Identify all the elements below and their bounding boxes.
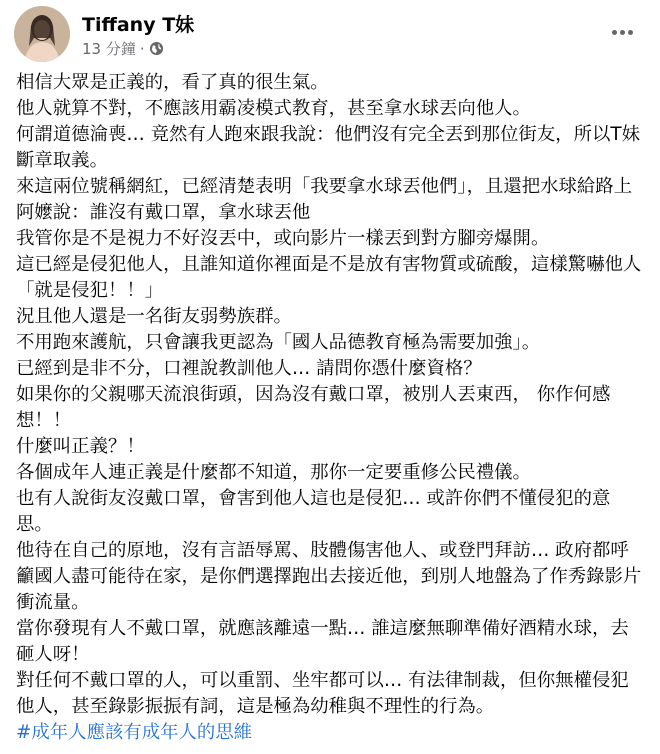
post-meta [82, 38, 164, 59]
more-dot [628, 30, 633, 35]
post-line: 相信大眾是正義的，看了真的很生氣。 [16, 72, 329, 93]
post-line: 他待在自己的原地，沒有言語辱罵、肢體傷害他人、或登門拜訪… 政府都呼籲國人盡可能待在家，是你們選擇跑出去接近他，到別人地盤為了作秀錄影片衝流量。 [16, 540, 642, 613]
post-line: 對任何不戴口罩的人，可以重罰、坐牢都可以… 有法律制裁，但你無權侵犯他人，甚至錄影振振有詞，這是極為幼稚與不理性的行為。 [16, 670, 629, 717]
more-options-button[interactable] [604, 20, 640, 44]
avatar[interactable] [14, 6, 70, 62]
post-line: 他人就算不對，不應該用霸凌模式教育，甚至拿水球丟向他人。 [16, 98, 531, 119]
post-line: 也有人說街友沒戴口罩，會害到他人這也是侵犯… 或許你們不懂侵犯的意思。 [16, 488, 611, 535]
post-body [16, 70, 644, 746]
hashtag-link[interactable]: #成年人應該有成年人的思維 [16, 722, 253, 743]
post-line: 這已經是侵犯他人，且誰知道你裡面是不是放有害物質或硫酸，這樣驚嚇他人「就是侵犯！！」 [16, 254, 642, 301]
avatar-image [14, 6, 70, 62]
post-line: 我管你是不是視力不好沒丟中，或向影片一樣丟到對方腳旁爆開。 [16, 228, 550, 249]
post-line: 各個成年人連正義是什麼都不知道，那你一定要重修公民禮儀。 [16, 462, 531, 483]
post-line: 不用跑來護航，只會讓我更認為「國人品德教育極為需要加強」。 [16, 332, 541, 353]
post-line: 什麼叫正義？！ [16, 436, 145, 457]
post-line: 況且他人還是一名街友弱勢族群。 [16, 306, 292, 327]
author-name[interactable]: Tiffany T妹 [82, 14, 195, 36]
post-line: 當你發現有人不戴口罩，就應該離遠一點… 誰這麼無聊準備好酒精水球，去砸人呀！ [16, 618, 629, 665]
post-line: 已經到是非不分，口裡說教訓他人… 請問你憑什麼資格？ [16, 358, 482, 379]
post-line: 何謂道德淪喪… 竟然有人跑來跟我說：他們沒有完全丟到那位街友，所以T妹斷章取義。 [16, 124, 640, 171]
meta-separator: · [139, 39, 145, 58]
post-line: 來這兩位號稱網紅，已經清楚表明「我要拿水球丟他們」，且還把水球給路上阿嬤說：誰沒有戴口罩，拿水球丟他 [16, 176, 633, 223]
more-dot [612, 30, 617, 35]
post-header [14, 6, 646, 62]
globe-icon[interactable] [149, 41, 164, 56]
more-dot [620, 30, 625, 35]
post-line: 如果你的父親哪天流浪街頭，因為沒有戴口罩，被別人丟東西， 你作何感想！！ [16, 384, 611, 431]
post-time[interactable]: 13 分鐘 [82, 40, 136, 58]
